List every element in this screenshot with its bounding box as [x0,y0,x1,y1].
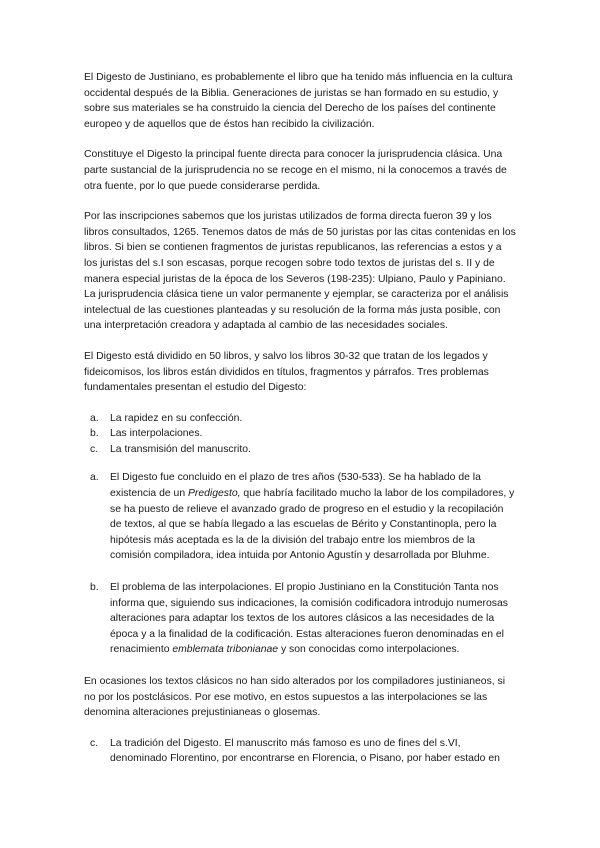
detail-a-emphasis: Predigesto, [187,488,241,500]
paragraph-inscriptions: Por las inscripciones sabemos que los juristas utilizados de forma directa fueron 39 y los libros consultados, 1265. Tenemos datos de más de 50 juristas por las citas contenidas en los libros. Si bien se contienen fragmentos de juristas republicanos, las referencias a estos y a los juristas del s.I son escasas, porque recogen sobre todo textos de juristas del s. II y de manera especial juristas de la época de los Severos (198-235): Ulpiano, Paulo y Papiniano. La jurisprudencia clásica tiene un valor permanente y ejemplar, se caracteriza por el análisis intelectual de las cuestiones planteadas y su resolución de la forma más justa posible, con una interpretación creadora y adaptada al cambio de las necesidades sociales. [84,211,516,332]
list-marker: a. [90,472,99,484]
list-item [84,426,516,442]
paragraph-glosemas: En ocasiones los textos clásicos no han sido alterados por los compiladores justinianeos, si no por los postclásicos. Por ese motivo, en estos supuestos a las interpolaciones se las denomina alteraciones prejustinianeas o glosemas. [84,676,506,719]
list-item [84,411,516,427]
detail-item-b [84,580,516,658]
detail-a-text [110,470,516,564]
paragraph-intro: El Digesto de Justiniano, es probablemente el libro que ha tenido más influencia en la cultura occidental después de la Biblia. Generaciones de juristas se han formado en su estudio, y sobre sus materiales se ha construido la ciencia del Derecho de los países del continente europeo y de aquellos que de éstos han recibido la civilización. [84,72,513,130]
detail-item-c [84,736,516,767]
list-item-text: Las interpolaciones. [110,428,203,440]
list-marker: b. [90,582,99,594]
list-marker: c. [90,443,99,455]
list-item [84,442,516,458]
problems-list [84,411,516,458]
detail-b-emphasis: emblemata tribonianae [172,644,279,656]
detail-b-before: El problema de las interpolaciones. El propio Justiniano en la Constitución Tanta nos informa que, siguiendo sus indicaciones, la comisión codificadora introdujo numerosas alteraciones para adaptar los textos de los autores clásicos a las necesidades de la época y a la finalidad de la codificación. Estas alteraciones fueron denominadas en el renacimiento [110,582,508,656]
paragraph-main-source: Constituye el Digesto la principal fuente directa para conocer la jurisprudencia clásica. Una parte sustancial de la jurisprudencia no se recoge en el mismo, ni la conocemos a través de otra fuente, por lo que puede considerarse perdida. [84,149,507,192]
paragraph-structure: El Digesto está dividido en 50 libros, y salvo los libros 30-32 que tratan de los legados y fideicomisos, los libros están divididos en títulos, fragmentos y párrafos. Tres problemas fundamentales presentan el estudio del Digesto: [84,350,489,394]
list-marker: c. [90,737,99,749]
list-item-text: La rapidez en su confección. [110,412,243,424]
detail-a-before: El Digesto fue concluido en el plazo de tres años (530-533). Se ha hablado de la existencia de un [110,472,481,500]
detail-a-after: que habría facilitado mucho la labor de los compiladores, y se ha puesto de relieve el avanzado grado de progreso en el estudio y la recopilación de textos, al que se había llegado a las escuelas de Bérito y Constantinopla, pero la hipótesis más aceptada es la de la división del trabajo entre los miembros de la comisión compiladora, idea intuida por Antonio Agustín y desarrollada por Bluhme. [110,488,515,562]
list-marker: a. [90,412,99,424]
detail-b-after: y son conocidas como interpolaciones. [278,644,460,656]
detail-item-a [84,470,516,564]
detail-b-text [110,580,516,658]
list-marker: b. [90,428,99,440]
list-item-text: La transmisión del manuscrito. [110,443,251,455]
detail-c-text: La tradición del Digesto. El manuscrito más famoso es uno de fines del s.VI, denominado Florentino, por encontrarse en Florencia, o Pisano, por haber estado en [110,737,500,765]
